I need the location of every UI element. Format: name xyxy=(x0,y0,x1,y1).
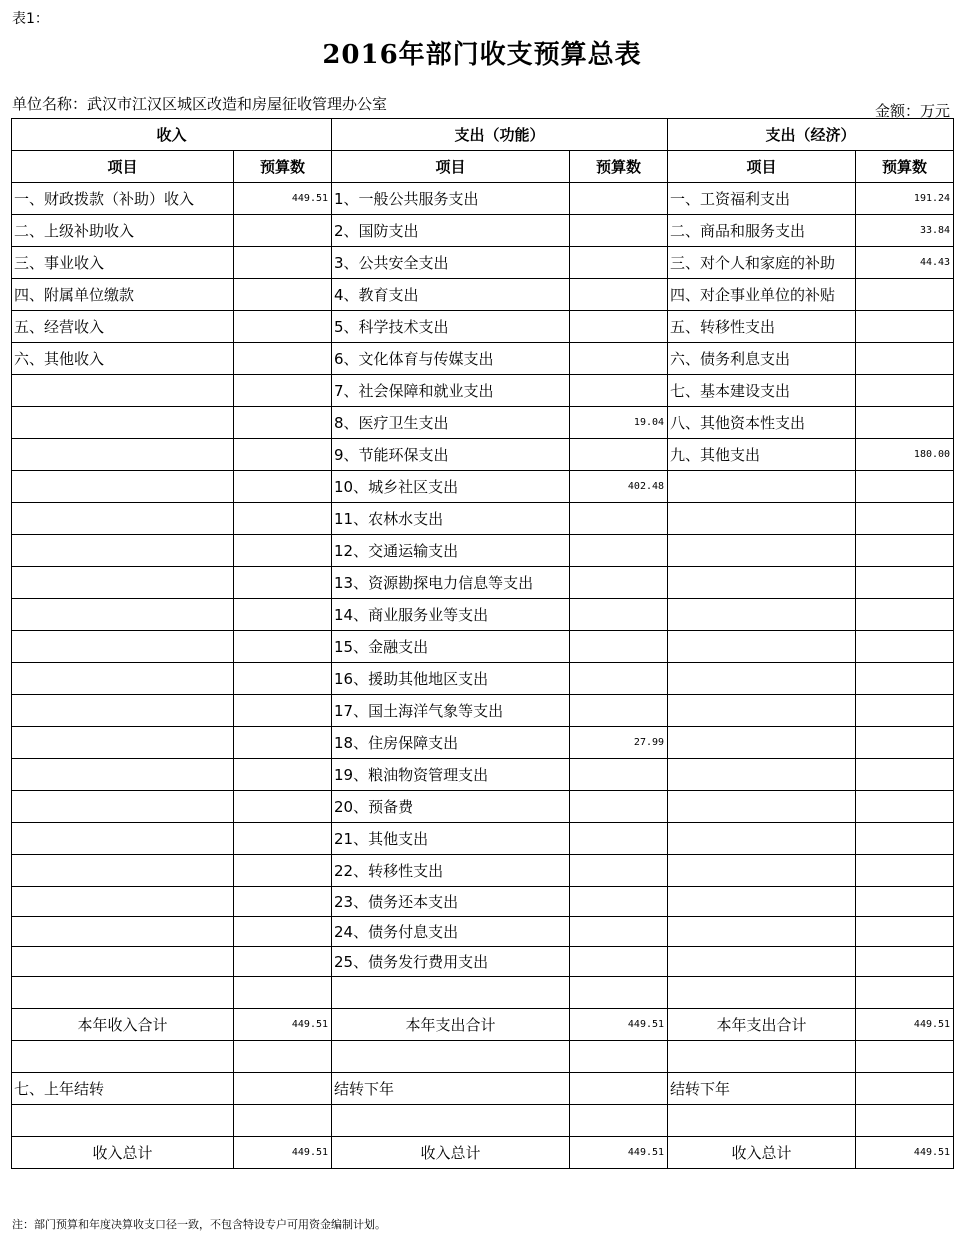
economic-budget-cell xyxy=(856,947,954,977)
economic-item-cell xyxy=(668,503,856,535)
function-item-cell: 16、援助其他地区支出 xyxy=(332,663,570,695)
empty-cell xyxy=(570,1105,668,1137)
function-budget-cell xyxy=(570,535,668,567)
economic-budget-cell xyxy=(856,471,954,503)
income-item-cell xyxy=(12,407,234,439)
economic-budget-cell xyxy=(856,407,954,439)
function-item-cell: 12、交通运输支出 xyxy=(332,535,570,567)
table-row xyxy=(12,247,954,279)
function-budget-cell xyxy=(570,247,668,279)
economic-total-value: 449.51 xyxy=(856,1009,954,1041)
table-row xyxy=(12,567,954,599)
table-row xyxy=(12,1105,954,1137)
economic-item-cell xyxy=(668,567,856,599)
economic-item-cell xyxy=(668,599,856,631)
empty-cell xyxy=(332,1041,570,1073)
grand-income-value: 449.51 xyxy=(234,1137,332,1169)
header-economic-budget: 预算数 xyxy=(856,151,954,183)
economic-budget-cell xyxy=(856,311,954,343)
income-budget-cell xyxy=(234,791,332,823)
economic-item-cell: 八、其他资本性支出 xyxy=(668,407,856,439)
table-row xyxy=(12,791,954,823)
function-item-cell: 1、一般公共服务支出 xyxy=(332,183,570,215)
carry-function-label: 结转下年 xyxy=(332,1073,570,1105)
economic-budget-cell xyxy=(856,631,954,663)
function-budget-cell xyxy=(570,503,668,535)
economic-item-cell: 六、债务利息支出 xyxy=(668,343,856,375)
table-row xyxy=(12,663,954,695)
function-budget-cell xyxy=(570,599,668,631)
economic-item-cell: 四、对企事业单位的补贴 xyxy=(668,279,856,311)
budget-table xyxy=(11,118,954,1169)
header-income-budget: 预算数 xyxy=(234,151,332,183)
income-budget-cell xyxy=(234,471,332,503)
function-budget-cell xyxy=(570,375,668,407)
economic-budget-cell xyxy=(856,663,954,695)
function-item-cell: 23、债务还本支出 xyxy=(332,887,570,917)
economic-budget-cell xyxy=(856,887,954,917)
table-row xyxy=(12,407,954,439)
empty-cell xyxy=(12,1041,234,1073)
function-budget-cell xyxy=(570,343,668,375)
empty-cell xyxy=(234,1041,332,1073)
income-item-cell xyxy=(12,471,234,503)
function-budget-cell: 402.48 xyxy=(570,471,668,503)
income-item-cell xyxy=(12,759,234,791)
income-item-cell: 三、事业收入 xyxy=(12,247,234,279)
economic-item-cell: 七、基本建设支出 xyxy=(668,375,856,407)
empty-cell xyxy=(234,1105,332,1137)
table-label: 表1： xyxy=(12,11,49,27)
income-budget-cell xyxy=(234,503,332,535)
empty-cell xyxy=(856,1041,954,1073)
table-row xyxy=(12,695,954,727)
header-function-budget: 预算数 xyxy=(570,151,668,183)
table-row xyxy=(12,343,954,375)
table-body xyxy=(12,183,954,1009)
grand-function-label: 收入总计 xyxy=(332,1137,570,1169)
function-item-cell: 13、资源勘探电力信息等支出 xyxy=(332,567,570,599)
function-item-cell: 25、债务发行费用支出 xyxy=(332,947,570,977)
economic-budget-cell xyxy=(856,343,954,375)
economic-item-cell xyxy=(668,471,856,503)
income-item-cell xyxy=(12,855,234,887)
table-row xyxy=(12,855,954,887)
economic-item-cell: 五、转移性支出 xyxy=(668,311,856,343)
income-budget-cell xyxy=(234,727,332,759)
income-budget-cell xyxy=(234,375,332,407)
table-row xyxy=(12,887,954,917)
grand-income-label: 收入总计 xyxy=(12,1137,234,1169)
function-budget-cell xyxy=(570,887,668,917)
grand-economic-value: 449.51 xyxy=(856,1137,954,1169)
income-budget-cell xyxy=(234,759,332,791)
income-item-cell xyxy=(12,977,234,1009)
empty-cell xyxy=(332,1105,570,1137)
function-total-value: 449.51 xyxy=(570,1009,668,1041)
economic-budget-cell xyxy=(856,759,954,791)
header-economic-item: 项目 xyxy=(668,151,856,183)
economic-budget-cell: 180.00 xyxy=(856,439,954,471)
function-item-cell: 6、文化体育与传媒支出 xyxy=(332,343,570,375)
function-budget-cell xyxy=(570,791,668,823)
economic-budget-cell xyxy=(856,823,954,855)
function-item-cell: 10、城乡社区支出 xyxy=(332,471,570,503)
economic-budget-cell xyxy=(856,695,954,727)
table-row xyxy=(12,917,954,947)
economic-budget-cell xyxy=(856,279,954,311)
economic-budget-cell xyxy=(856,977,954,1009)
income-item-cell xyxy=(12,631,234,663)
economic-budget-cell xyxy=(856,567,954,599)
economic-item-cell xyxy=(668,855,856,887)
income-item-cell xyxy=(12,503,234,535)
function-item-cell: 5、科学技术支出 xyxy=(332,311,570,343)
empty-cell xyxy=(856,1105,954,1137)
function-budget-cell xyxy=(570,439,668,471)
carry-income-label: 七、上年结转 xyxy=(12,1073,234,1105)
income-budget-cell xyxy=(234,631,332,663)
function-item-cell: 24、债务付息支出 xyxy=(332,917,570,947)
table-row xyxy=(12,535,954,567)
income-budget-cell xyxy=(234,887,332,917)
empty-cell xyxy=(668,1041,856,1073)
income-budget-cell xyxy=(234,279,332,311)
income-budget-cell xyxy=(234,695,332,727)
income-budget-cell xyxy=(234,855,332,887)
income-budget-cell xyxy=(234,663,332,695)
function-total-label: 本年支出合计 xyxy=(332,1009,570,1041)
function-budget-cell xyxy=(570,183,668,215)
economic-budget-cell: 191.24 xyxy=(856,183,954,215)
economic-item-cell xyxy=(668,695,856,727)
economic-budget-cell xyxy=(856,727,954,759)
empty-cell xyxy=(12,1105,234,1137)
economic-item-cell: 三、对个人和家庭的补助 xyxy=(668,247,856,279)
income-item-cell xyxy=(12,727,234,759)
table-row xyxy=(12,375,954,407)
header-function-item: 项目 xyxy=(332,151,570,183)
function-item-cell: 18、住房保障支出 xyxy=(332,727,570,759)
grand-function-value: 449.51 xyxy=(570,1137,668,1169)
income-total-value: 449.51 xyxy=(234,1009,332,1041)
economic-item-cell xyxy=(668,663,856,695)
table-row xyxy=(12,279,954,311)
function-item-cell: 9、节能环保支出 xyxy=(332,439,570,471)
income-budget-cell xyxy=(234,247,332,279)
income-item-cell xyxy=(12,695,234,727)
empty-cell xyxy=(570,1073,668,1105)
function-budget-cell xyxy=(570,215,668,247)
unit-name: 单位名称：武汉市江汉区城区改造和房屋征收管理办公室 xyxy=(12,95,388,113)
economic-item-cell xyxy=(668,947,856,977)
function-budget-cell xyxy=(570,311,668,343)
page-title: 2016年部门收支预算总表 xyxy=(322,40,642,70)
table-row xyxy=(12,947,954,977)
income-item-cell xyxy=(12,375,234,407)
table-row xyxy=(12,1041,954,1073)
income-item-cell xyxy=(12,887,234,917)
income-budget-cell xyxy=(234,917,332,947)
function-budget-cell xyxy=(570,947,668,977)
function-item-cell: 15、金融支出 xyxy=(332,631,570,663)
empty-cell xyxy=(570,1041,668,1073)
income-budget-cell xyxy=(234,215,332,247)
function-item-cell: 22、转移性支出 xyxy=(332,855,570,887)
table-row xyxy=(12,977,954,1009)
function-budget-cell xyxy=(570,695,668,727)
income-budget-cell xyxy=(234,407,332,439)
economic-item-cell xyxy=(668,887,856,917)
header-expense-economic: 支出（经济） xyxy=(668,119,954,151)
income-budget-cell xyxy=(234,977,332,1009)
income-item-cell xyxy=(12,567,234,599)
income-item-cell xyxy=(12,535,234,567)
income-budget-cell xyxy=(234,947,332,977)
header-expense-function: 支出（功能） xyxy=(332,119,668,151)
carry-economic-label: 结转下年 xyxy=(668,1073,856,1105)
function-item-cell: 11、农林水支出 xyxy=(332,503,570,535)
income-item-cell: 五、经营收入 xyxy=(12,311,234,343)
table-row xyxy=(12,503,954,535)
income-total-label: 本年收入合计 xyxy=(12,1009,234,1041)
function-item-cell: 8、医疗卫生支出 xyxy=(332,407,570,439)
function-budget-cell xyxy=(570,631,668,663)
function-budget-cell xyxy=(570,759,668,791)
income-budget-cell xyxy=(234,823,332,855)
function-item-cell: 19、粮油物资管理支出 xyxy=(332,759,570,791)
function-item-cell: 4、教育支出 xyxy=(332,279,570,311)
function-item-cell xyxy=(332,977,570,1009)
economic-budget-cell xyxy=(856,503,954,535)
income-item-cell: 二、上级补助收入 xyxy=(12,215,234,247)
income-item-cell xyxy=(12,663,234,695)
empty-cell xyxy=(668,1105,856,1137)
amount-unit: 金额：万元 xyxy=(874,102,950,120)
header-income-item: 项目 xyxy=(12,151,234,183)
income-item-cell: 四、附属单位缴款 xyxy=(12,279,234,311)
function-item-cell: 7、社会保障和就业支出 xyxy=(332,375,570,407)
income-budget-cell xyxy=(234,567,332,599)
function-budget-cell xyxy=(570,567,668,599)
economic-budget-cell: 33.84 xyxy=(856,215,954,247)
function-budget-cell: 19.04 xyxy=(570,407,668,439)
economic-budget-cell xyxy=(856,535,954,567)
function-budget-cell xyxy=(570,977,668,1009)
income-item-cell xyxy=(12,917,234,947)
income-budget-cell xyxy=(234,439,332,471)
function-budget-cell xyxy=(570,823,668,855)
grand-economic-label: 收入总计 xyxy=(668,1137,856,1169)
economic-item-cell xyxy=(668,977,856,1009)
income-budget-cell: 449.51 xyxy=(234,183,332,215)
economic-item-cell xyxy=(668,631,856,663)
table-row xyxy=(12,311,954,343)
economic-budget-cell xyxy=(856,855,954,887)
income-budget-cell xyxy=(234,343,332,375)
income-item-cell xyxy=(12,823,234,855)
economic-item-cell: 二、商品和服务支出 xyxy=(668,215,856,247)
empty-cell xyxy=(856,1073,954,1105)
table-row xyxy=(12,599,954,631)
income-item-cell: 一、财政拨款（补助）收入 xyxy=(12,183,234,215)
income-item-cell xyxy=(12,599,234,631)
function-budget-cell: 27.99 xyxy=(570,727,668,759)
function-item-cell: 20、预备费 xyxy=(332,791,570,823)
function-budget-cell xyxy=(570,855,668,887)
function-item-cell: 14、商业服务业等支出 xyxy=(332,599,570,631)
economic-item-cell: 九、其他支出 xyxy=(668,439,856,471)
table-row xyxy=(12,631,954,663)
income-item-cell: 六、其他收入 xyxy=(12,343,234,375)
economic-budget-cell xyxy=(856,375,954,407)
table-row xyxy=(12,439,954,471)
economic-item-cell xyxy=(668,823,856,855)
function-item-cell: 21、其他支出 xyxy=(332,823,570,855)
function-budget-cell xyxy=(570,663,668,695)
economic-budget-cell: 44.43 xyxy=(856,247,954,279)
economic-item-cell xyxy=(668,535,856,567)
economic-item-cell: 一、工资福利支出 xyxy=(668,183,856,215)
income-budget-cell xyxy=(234,599,332,631)
table-row xyxy=(12,215,954,247)
table-row xyxy=(12,183,954,215)
income-budget-cell xyxy=(234,311,332,343)
income-budget-cell xyxy=(234,535,332,567)
function-budget-cell xyxy=(570,917,668,947)
economic-budget-cell xyxy=(856,599,954,631)
economic-total-label: 本年支出合计 xyxy=(668,1009,856,1041)
economic-budget-cell xyxy=(856,791,954,823)
economic-budget-cell xyxy=(856,917,954,947)
income-item-cell xyxy=(12,439,234,471)
function-budget-cell xyxy=(570,279,668,311)
table-row xyxy=(12,727,954,759)
table-row xyxy=(12,471,954,503)
table-row xyxy=(12,823,954,855)
economic-item-cell xyxy=(668,917,856,947)
table-row xyxy=(12,759,954,791)
economic-item-cell xyxy=(668,727,856,759)
function-item-cell: 3、公共安全支出 xyxy=(332,247,570,279)
function-item-cell: 17、国土海洋气象等支出 xyxy=(332,695,570,727)
function-item-cell: 2、国防支出 xyxy=(332,215,570,247)
footnote: 注：部门预算和年度决算收支口径一致，不包含特设专户可用资金编制计划。 xyxy=(12,1218,386,1231)
economic-item-cell xyxy=(668,791,856,823)
header-income: 收入 xyxy=(12,119,332,151)
income-item-cell xyxy=(12,791,234,823)
economic-item-cell xyxy=(668,759,856,791)
empty-cell xyxy=(234,1073,332,1105)
income-item-cell xyxy=(12,947,234,977)
